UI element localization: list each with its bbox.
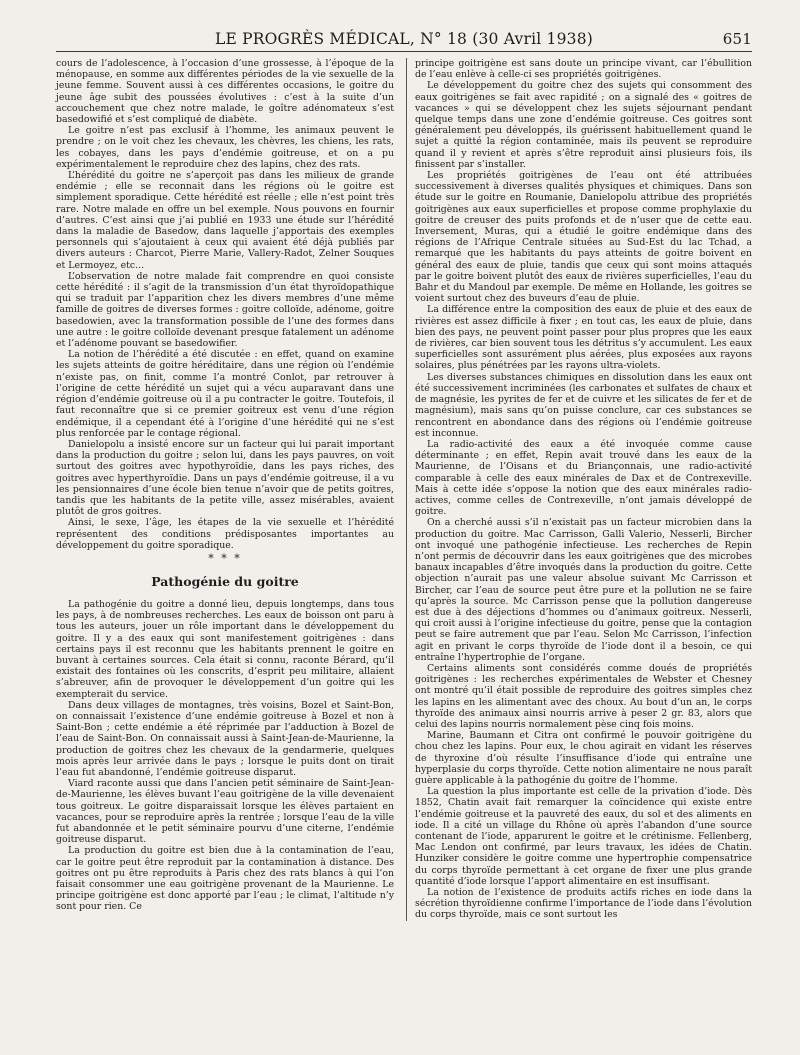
running-header: [56, 22, 752, 52]
paragraph: Dans deux villages de montagnes, très voisins, Bozel et Saint-Bon, on connaissait l’existence d’une endémie goitreuse à Bozel et non à Saint-Bon ; cette endémie a été réprimée par l’adduction à Bozel de l’eau de Saint-Bon. On connaissait aussi à Saint-Jean-de-Maurienne, la production de goitres chez les chevaux de la gendarmerie, quelques mois après leur arrivée dans le pays ; lorsque le puits dont on tirait l’eau fut abandonné, l’endémie goitreuse disparut.: [56, 699, 394, 778]
section-heading: Pathogénie du goitre: [151, 573, 299, 589]
paragraph: cours de l’adolescence, à l’occasion d’une grossesse, à l’époque de la ménopause, en somme aux différentes périodes de la vie sexuelle de la jeune femme. Souvent aussi à ces différentes occasions, le goitre du jeune âge subit des poussées évolutives : c’est à la suite d’un accouchement que chez notre malade, le goître adénomateux s’est basedowifié et s’est compliqué de diabète.: [56, 58, 394, 126]
paragraph: principe goitrigène est sans doute un principe vivant, car l’ébullition de l’eau enlève à celle-ci ses propriétés goitrigènes.: [415, 58, 752, 81]
section-separator: * * *: [208, 551, 242, 565]
paragraph: Le goitre n’est pas exclusif à l’homme, les animaux peuvent le prendre ; on le voit chez les chevaux, les chèvres, les chiens, les rats, les cobayes, dans les pays d’endémie goitreuse, et on a pu expérimentalement le reproduire chez des lapins, chez des rats.: [56, 125, 394, 170]
paragraph: La question la plus importante est celle de la privation d’iode. Dès 1852, Chatin avait fait remarquer la coïncidence qui existe entre l’endémie goitreuse et la pauvreté des eaux, du sol et des aliments en iode. Il a cité un village du Rhône où après l’abandon d’une source contenant de l’iode, apparurent le goitre et le crétinisme. Fellenberg, Mac Lendon ont confirmé, par leurs travaux, les idées de Chatin. Hunziker considère le goitre comme une hypertrophie compensatrice du corps thyroïde permettant à cet organe de fixer une plus grande quantité d’iode lorsque l’apport alimentaire en est insuffisant.: [415, 786, 752, 887]
paragraph: La notion de l’existence de produits actifs riches en iode dans la sécrétion thyroïdienne confirme l’importance de l’iode dans l’évolution du corps thyroïde, mais ce sont surtout les: [415, 887, 752, 921]
journal-title: LE PROGRÈS MÉDICAL, N° 18 (30 Avril 1938): [214, 30, 594, 48]
page-number: 651: [722, 30, 752, 48]
paragraph: La pathogénie du goitre a donné lieu, depuis longtemps, dans tous les pays, à de nombreuses recherches. Les eaux de boisson ont paru à tous les auteurs, jouer un rôle important dans le développement du goitre. Il y a des eaux qui sont manifestement goitrigènes : dans certains pays il est reconnu que les habitants prennent le goitre en buvant à certaines sources. Cela était si connu, raconte Bérard, qu’il existait des fontaines où les conscrits, d’esprit peu militaire, allaient s’abreuver, afin de provoquer le développement d’un goitre qui les exempterait du service.: [56, 598, 394, 700]
paragraph: Danielopolu a insisté encore sur un facteur qui lui parait important dans la production du goitre ; selon lui, dans les pays pauvres, on voit surtout des goitres avec hypothyroïdie, dans les pays riches, des goitres avec hyperthyroïdie. Dans un pays d’endémie goitreuse, il a vu les pensionnaires d’une école bien tenue n’avoir que de petits goitres, tandis que les habitants de la petite ville, assez misérables, avaient plutôt de gros goitres.: [56, 438, 394, 518]
paragraph: Certains aliments sont considérés comme doués de propriétés goitrigènes : les recherches expérimentales de Webster et Chesney ont montré qu’il était possible de reproduire des goitres simples chez les lapins en les alimentant avec des choux. Au bout d’un an, le corps thyroïde des animaux ainsi nourris arrive à peser 2 gr. 83, alors que celui des lapins nourris normalement pèse cinq fois moins.: [415, 662, 752, 730]
paragraph: Les diverses substances chimiques en dissolution dans les eaux ont été successivement incriminées (les carbonates et sulfates de chaux et de magnésie, les pyrites de fer et de cuivre et les silicates de fer et de magnésium), mais sans qu’on puisse conclure, car ces substances se rencontrent en abondance dans des régions où l’endémie goitreuse est inconnue.: [415, 371, 752, 439]
left-column: [56, 58, 394, 921]
paragraph: La production du goitre est bien due à la contamination de l’eau, car le goitre peut être reproduit par la contamination à distance. Des goitres ont pu être reproduits à Paris chez des rats blancs à qui l’on faisait consommer une eau goitrigène provenant de la Maurienne. Le principe goitrigène est donc apporté par l’eau ; le climat, l’altitude n’y sont pour rien. Ce: [56, 845, 394, 913]
paragraph: Marine, Baumann et Citra ont confirmé le pouvoir goitrigène du chou chez les lapins. Pour eux, le chou agirait en vidant les réserves de thyroxine d’où résulte l’insuffisance d’iode qui entraîne une hyperplasie du corps thyroïde. Cette notion alimentaire ne nous paraît guère applicable à la pathogénie du goitre de l’homme.: [415, 730, 752, 786]
paragraph: L’observation de notre malade fait comprendre en quoi consiste cette hérédité : il s’agit de la transmission d’un état thyroïdopathique qui se traduit par l’apparition chez les divers membres d’une même famille de goitres de diverses formes : goitre colloïde, adénome, goitre basedowien, avec la transformation possible de l’une des formes dans une autre : le goitre colloïde devenant presque fatalement un adénome et l’adénome pouvant se basedowifier.: [56, 270, 394, 350]
paragraph: Ainsi, le sexe, l’âge, les étapes de la vie sexuelle et l’hérédité représentent des conditions prédisposantes importantes au développement du goitre sporadique.: [56, 517, 394, 551]
paragraph: La radio-activité des eaux a été invoquée comme cause déterminante ; en effet, Repin avait trouvé dans les eaux de la Maurienne, de l’Oisans et du Briançonnais, une radio-activité comparable à celle des eaux minérales de Dax et de Contrexeville. Mais à cette idée s’oppose la notion que des eaux minérales radio-actives, comme celles de Contrexeville, n’ont jamais développé de goitre.: [415, 438, 752, 518]
paragraph: On a cherché aussi s’il n’existait pas un facteur microbien dans la production du goitre. Mac Carrisson, Galli Valerio, Nesserli, Bircher ont invoqué une pathogénie infectieuse. Les recherches de Repin n’ont permis de découvrir dans les eaux goitrigènes que des microbes banaux incapables d’être invoqués dans la production du goitre. Cette objection n’aurait pas une valeur absolue suivant Mc Carrisson et Bircher, car l’eau de source peut être pure et la pollution ne se faire qu’après la source. Mc Carrisson pense que la pollution dangereuse est due à des déjections d’hommes ou d’animaux goitreux. Nesserli, qui croit aussi à l’origine infectieuse du goitre, pense que la contagion peut se faire autrement que par l’eau. Selon Mc Carrisson, l’infection agit en privant le corps thyroïde de l’iode dont il a besoin, ce qui entraîne l’hypertrophie de l’organe.: [415, 517, 752, 663]
paragraph: Les propriétés goitrigènes de l’eau ont été attribuées successivement à diverses qualités physiques et chimiques. Dans son étude sur le goitre en Roumanie, Danielopolu attribue des propriétés goitrigènes aux eaux superficielles et propose comme prophylaxie du goitre de creuser des puits profonds et de n’user que de cette eau. Inversement, Muras, qui a étudié le goitre endémique dans des régions de l’Afrique Centrale situées au Sud-Est du lac Tchad, a remarqué que les habitants du pays atteints de goitre boivent en général des eaux de pluie, tandis que ceux qui sont moins attaqués par le goitre boivent plutôt des eaux de rivières superficielles, l’eau du Bahr et du Mandoul par exemple. De même en Hollande, les goitres se voient surtout chez des buveurs d’eau de pluie.: [415, 170, 752, 305]
paragraph: La notion de l’hérédité a été discutée : en effet, quand on examine les sujets atteints de goitre héréditaire, dans une région où l’endémie n’existe pas, on finit, comme l’a montré Conlot, par retrouver à l’origine de cette hérédité un sujet qui a vécu auparavant dans une région d’endémie goitreuse où il a pu contracter le goitre. Toutefois, il faut reconnaître que si ce premier goitreux est venu d’une région endémique, il a cependant été à l’origine d’une hérédité qui ne s’est plus renforcée par le contage régional.: [56, 349, 394, 439]
right-column: [406, 58, 752, 921]
two-column-body: [56, 58, 752, 921]
paragraph: L’hérédité du goitre ne s’aperçoit pas dans les milieux de grande endémie ; elle se reconnait dans les régions où le goitre est simplement sporadique. Cette hérédité est réelle ; elle n’est point très rare. Notre malade en offre un bel exemple. Nous pouvons en fournir d’autres. C’est ainsi que j’ai publié en 1933 une étude sur l’hérédité dans la maladie de Basedow, dans laquelle j’apportais des exemples personnels qui s’ajoutaient à ceux qui avaient été déjà publiés par divers auteurs : Charcot, Pierre Marie, Vallery-Radot, Zelner Souques et Lermoyez, etc...: [56, 170, 394, 271]
paragraph: Le développement du goitre chez des sujets qui consomment des eaux goitrigènes se fait avec rapidité ; on a signalé des « goitres de vacances » qui se développent chez les sujets séjournant pendant quelque temps dans une zone d’endémie goitreuse. Ces goitres sont généralement peu développés, ils guérissent habituellement quand le sujet a quitté la région contaminée, mais ils peuvent se reproduire quand il y revient et après s’être reproduit ainsi plusieurs fois, ils finissent par s’installer.: [415, 80, 752, 170]
paragraph: La différence entre la composition des eaux de pluie et des eaux de rivières est assez difficile à fixer ; en tout cas, les eaux de pluie, dans bien des pays, ne peuvent point passer pour plus propres que les eaux de rivières, car bien souvent tous les détritus s’y accumulent. Les eaux superficielles sont assurément plus aérées, plus exposées aux rayons solaires, plus pénétrées par les rayons ultra-violets.: [415, 304, 752, 372]
paragraph: Viard raconte aussi que dans l’ancien petit séminaire de Saint-Jean-de-Maurienne, les élèves buvant l’eau goitrigène de la ville devenaient tous goitreux. Le goitre disparaissait lorsque les élèves partaient en vacances, pour se reproduire après la rentrée ; lorsque l’eau de la ville fut abandonnée et le petit séminaire pourvu d’une citerne, l’endémie goitreuse disparut.: [56, 778, 394, 846]
